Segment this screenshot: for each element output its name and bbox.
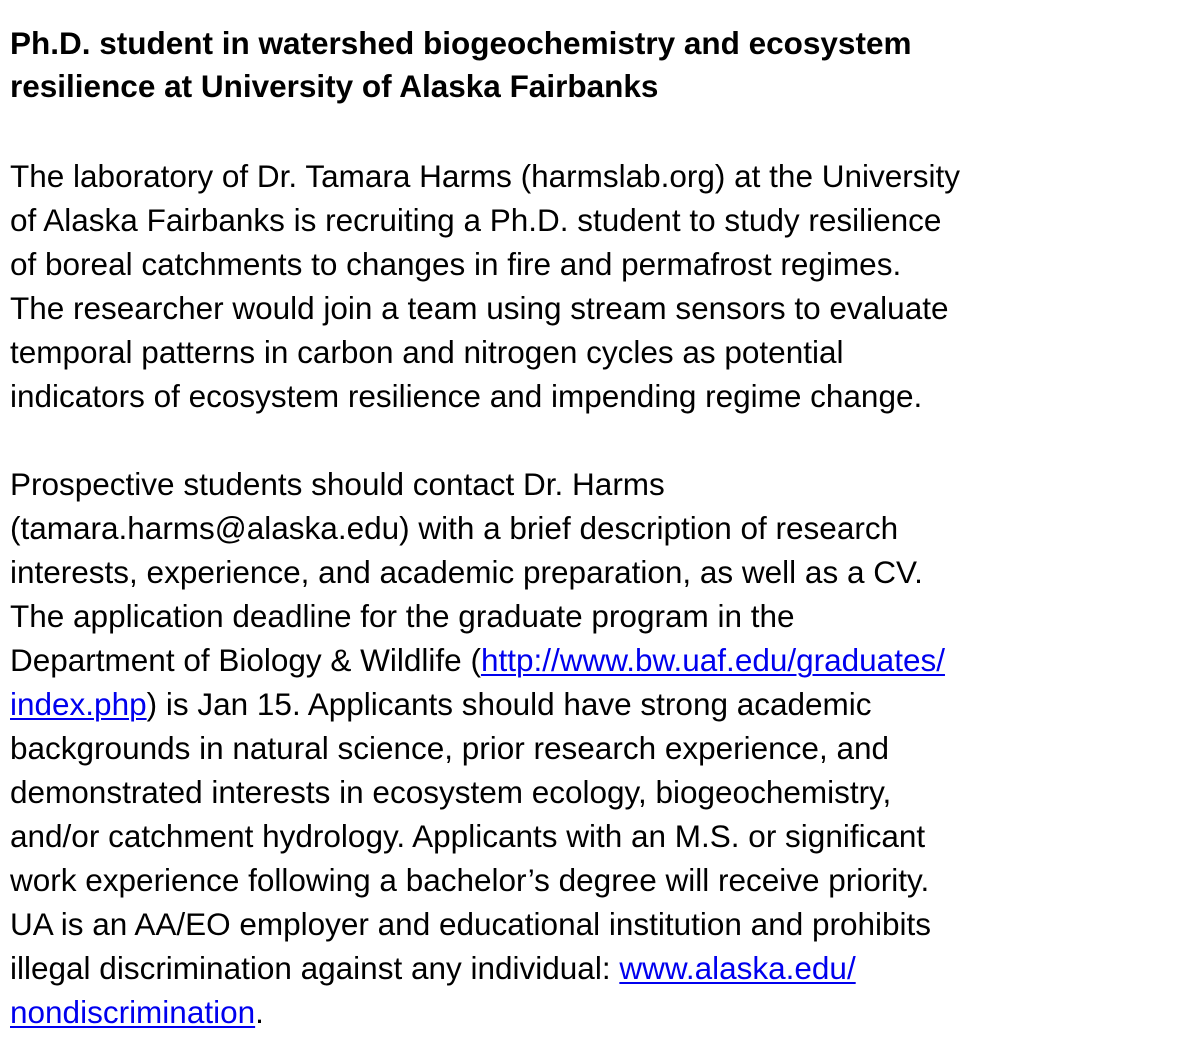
text-line: The researcher would join a team using stream sensors to evaluate: [10, 290, 949, 326]
contact-paragraph: [10, 462, 1190, 1034]
paragraph-gap: [10, 108, 1190, 154]
text-line: The application deadline for the graduate program in the: [10, 598, 795, 634]
text-line: [10, 682, 1190, 726]
text-line: [10, 990, 1190, 1034]
nondiscrimination-link[interactable]: www.alaska.edu/: [619, 950, 856, 986]
text-line: temporal patterns in carbon and nitrogen cycles as potential: [10, 334, 844, 370]
text-line: of boreal catchments to changes in fire and permafrost regimes.: [10, 246, 902, 282]
text-segment: Department of Biology & Wildlife (: [10, 642, 481, 678]
text-line: backgrounds in natural science, prior research experience, and: [10, 730, 890, 766]
text-line: The laboratory of Dr. Tamara Harms (harmslab.org) at the University: [10, 158, 960, 194]
graduate-program-link[interactable]: http://www.bw.uaf.edu/graduates/: [480, 642, 945, 678]
text-line: work experience following a bachelor’s degree will receive priority.: [10, 862, 930, 898]
intro-paragraph: [10, 154, 1190, 418]
text-line: interests, experience, and academic preparation, as well as a CV.: [10, 554, 923, 590]
text-segment: .: [255, 994, 264, 1030]
text-line: [10, 638, 1190, 682]
nondiscrimination-link-continued[interactable]: nondiscrimination: [10, 994, 256, 1030]
title-line: Ph.D. student in watershed biogeochemistry and ecosystem: [10, 25, 912, 61]
text-line: UA is an AA/EO employer and educational institution and prohibits: [10, 906, 932, 942]
text-line: and/or catchment hydrology. Applicants with an M.S. or significant: [10, 818, 926, 854]
text-segment: ) is Jan 15. Applicants should have strong academic: [146, 686, 872, 722]
title-line: resilience at University of Alaska Fairbanks: [10, 68, 659, 104]
text-line: indicators of ecosystem resilience and impending regime change.: [10, 378, 923, 414]
paragraph-gap: [10, 418, 1190, 462]
text-line: of Alaska Fairbanks is recruiting a Ph.D. student to study resilience: [10, 202, 942, 238]
posting-title: [10, 22, 1190, 108]
text-line: (tamara.harms@alaska.edu) with a brief description of research: [10, 510, 899, 546]
text-line: demonstrated interests in ecosystem ecology, biogeochemistry,: [10, 774, 892, 810]
graduate-program-link-continued[interactable]: index.php: [10, 686, 147, 722]
text-line: [10, 946, 1190, 990]
text-line: Prospective students should contact Dr. Harms: [10, 466, 665, 502]
job-posting: [10, 22, 1190, 1034]
text-segment: illegal discrimination against any individual:: [10, 950, 620, 986]
